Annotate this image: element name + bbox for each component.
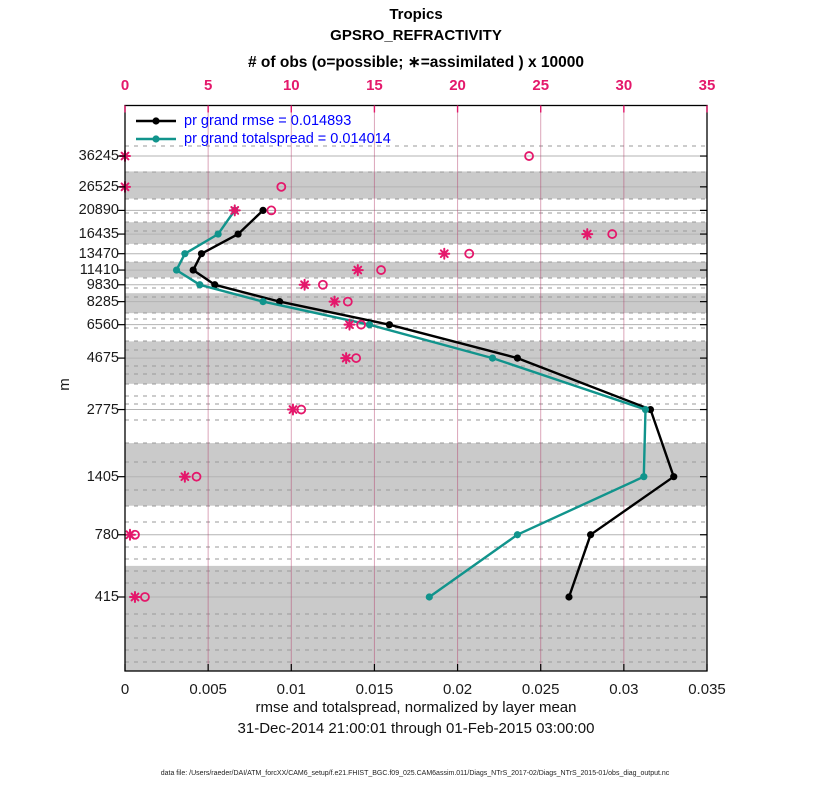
layer-band — [125, 566, 707, 671]
totalspread-curve-point — [426, 593, 433, 600]
top-tick-label: 10 — [282, 77, 300, 94]
y-tick-label: 11410 — [79, 262, 119, 279]
top-tick-label: 15 — [366, 77, 383, 94]
layer-band — [125, 293, 707, 313]
totalspread-curve-point — [215, 230, 222, 237]
layer-band — [125, 341, 707, 383]
rmse-curve-point — [386, 321, 393, 328]
legend-line-totalspread-icon — [134, 133, 178, 145]
assimilated-count-marker — [230, 205, 240, 215]
bottom-tick-label: 0.03 — [609, 681, 639, 698]
data-file-footnote: data file: /Users/raeder/DAI/ATM_forcXX/CAM6_setup/f.e21.FHIST_BGC.f09_025.CAM6assim.011/Diags_NTrS_2017-02/Diags_NTrS_2015-01/obs_diag_output.nc — [160, 770, 670, 777]
legend-line-rmse-icon — [134, 115, 178, 127]
rmse-curve-point — [587, 531, 594, 538]
assimilated-count-marker — [582, 229, 592, 239]
y-tick-label: 13470 — [78, 245, 119, 262]
rmse-curve-point — [190, 266, 197, 273]
y-tick-label: 36245 — [78, 148, 119, 165]
legend-label-rmse: pr grand rmse = 0.014893 — [184, 113, 352, 129]
rmse-curve-point — [234, 230, 241, 237]
bottom-tick-label: 0.035 — [688, 681, 726, 698]
legend-entry-rmse — [134, 112, 391, 130]
assimilated-count-marker — [341, 353, 351, 363]
top-tick-label: 25 — [532, 77, 550, 94]
y-tick-label: 4675 — [86, 350, 119, 367]
y-tick-label: 2775 — [86, 401, 119, 418]
date-range-label: 31-Dec-2014 21:00:01 through 01-Feb-2015 03:00:00 — [237, 720, 595, 737]
top-tick-label: 35 — [698, 77, 716, 94]
y-tick-label: 8285 — [86, 293, 119, 310]
rmse-curve-point — [259, 207, 266, 214]
top-tick-label: 20 — [449, 77, 466, 94]
legend-entry-totalspread — [134, 130, 391, 148]
totalspread-curve-point — [642, 406, 649, 413]
assimilated-count-marker — [330, 297, 340, 307]
top-tick-label: 5 — [203, 77, 213, 94]
chart-title: Tropics — [389, 6, 443, 23]
assimilated-count-marker — [125, 530, 135, 540]
totalspread-curve-point — [640, 473, 647, 480]
bottom-tick-label: 0.025 — [521, 681, 560, 698]
y-tick-label: 780 — [94, 526, 119, 543]
y-tick-label: 20890 — [78, 202, 119, 219]
totalspread-curve-point — [173, 266, 180, 273]
assimilated-count-marker — [439, 249, 449, 259]
top-tick-label: 0 — [120, 77, 130, 94]
y-tick-label: 26525 — [78, 178, 119, 195]
y-tick-label: 6560 — [86, 316, 119, 333]
layer-band — [125, 222, 707, 244]
y-tick-label: 1405 — [86, 468, 119, 485]
rmse-curve-point — [514, 354, 521, 361]
assimilated-count-marker — [180, 472, 190, 482]
bottom-tick-label: 0.015 — [355, 681, 394, 698]
assimilated-count-marker — [288, 405, 298, 415]
chart-subtitle: GPSRO_REFRACTIVITY — [330, 27, 502, 44]
layer-band — [125, 443, 707, 506]
top-axis-label: # of obs (o=possible; ∗=assimilated ) x 10000 — [247, 54, 585, 71]
totalspread-curve-point — [366, 321, 373, 328]
rmse-curve-point — [670, 473, 677, 480]
assimilated-count-marker — [130, 592, 140, 602]
rmse-curve-point — [565, 593, 572, 600]
y-tick-label: 415 — [94, 588, 119, 605]
bottom-tick-label: 0 — [120, 681, 130, 698]
legend-label-totalspread: pr grand totalspread = 0.014014 — [184, 131, 391, 147]
bottom-tick-label: 0.02 — [442, 681, 473, 698]
totalspread-curve-point — [196, 281, 203, 288]
legend — [134, 112, 391, 148]
bottom-axis-label: rmse and totalspread, normalized by layer mean — [255, 699, 577, 716]
totalspread-curve-point — [259, 298, 266, 305]
y-axis-label: m — [55, 378, 73, 391]
top-tick-label: 30 — [615, 77, 633, 94]
totalspread-curve-point — [514, 531, 521, 538]
rmse-curve-point — [198, 250, 205, 257]
assimilated-count-marker — [300, 280, 310, 290]
layer-band — [125, 171, 707, 198]
assimilated-count-marker — [353, 265, 363, 275]
assimilated-count-marker — [344, 320, 354, 330]
y-tick-label: 16435 — [78, 226, 119, 243]
bottom-tick-label: 0.01 — [276, 681, 306, 698]
y-tick-label: 9830 — [86, 276, 119, 293]
bottom-tick-label: 0.005 — [189, 681, 227, 698]
totalspread-curve-point — [489, 354, 496, 361]
totalspread-curve-point — [181, 250, 188, 257]
